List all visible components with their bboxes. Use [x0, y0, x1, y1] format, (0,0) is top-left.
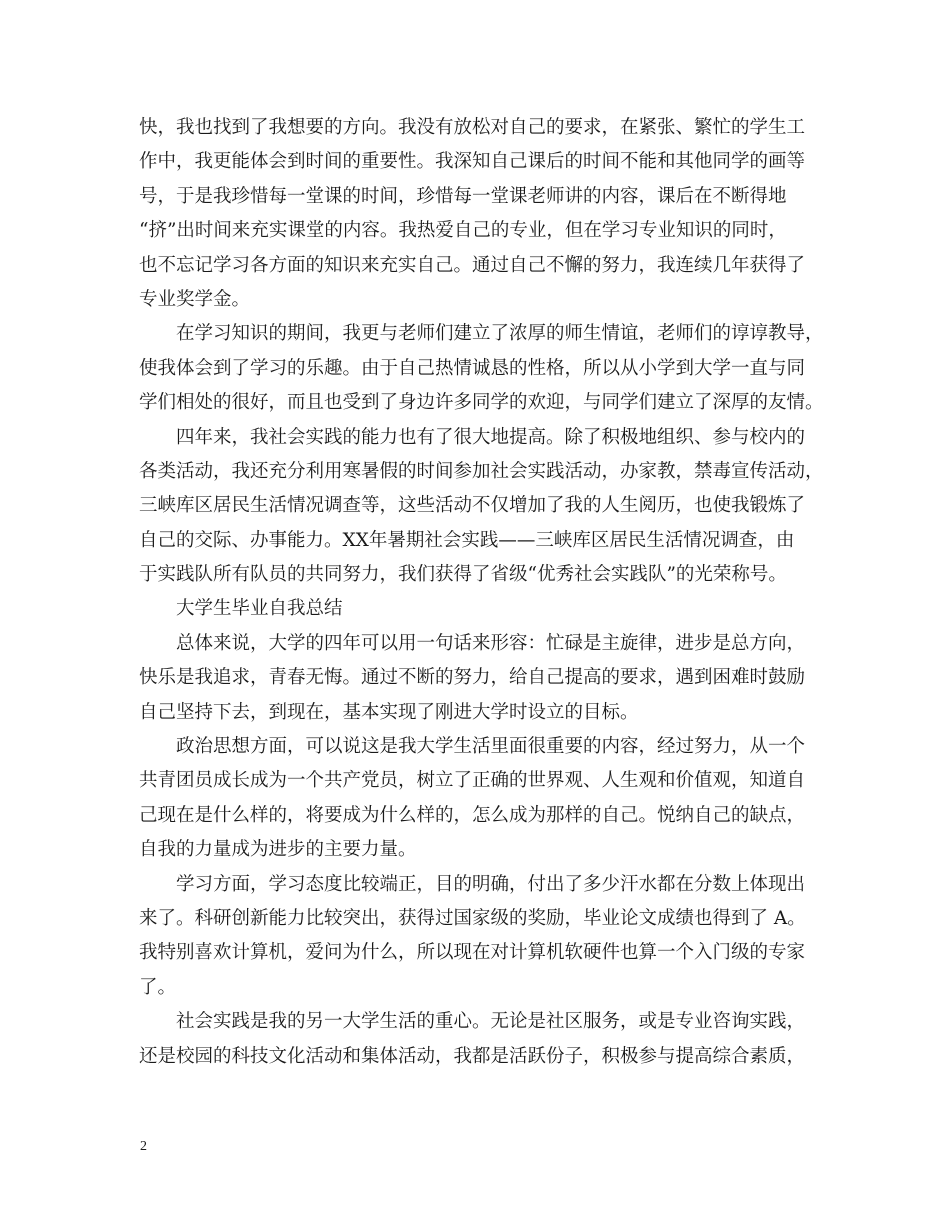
body-text [139, 111, 824, 1074]
text-line: “挤”出时间来充实课堂的内容。我热爱自己的专业，但在学习专业知识的同时， [139, 220, 787, 242]
text-line: 于实践队所有队员的共同努力，我们获得了省级“优秀社会实践队”的光荣称号。 [139, 564, 787, 586]
text-line: 快，我也找到了我想要的方向。我没有放松对自己的要求，在紧张、繁忙的学生工 [139, 117, 806, 138]
text-line: 了。 [139, 976, 177, 998]
text-line: 各类活动，我还充分利用寒暑假的时间参加社会实践活动，办家教，禁毒宣传活动， [139, 460, 824, 482]
text-line: 我特别喜欢计算机，爱问为什么，所以现在对计算机软硬件也算一个入门级的专家 [139, 942, 806, 964]
text-line: 来了。科研创新能力比较突出，获得过国家级的奖励，毕业论文成绩也得到了 A。 [139, 907, 806, 929]
text-line: 社会实践是我的另一大学生活的重心。无论是社区服务，或是专业咨询实践， [176, 1011, 806, 1033]
text-line: 四年来，我社会实践的能力也有了很大地提高。除了积极地组织、参与校内的 [176, 426, 806, 448]
text-line: 也不忘记学习各方面的知识来充实自己。通过自己不懈的努力，我连续几年获得了 [139, 254, 806, 276]
text-line: 作中，我更能体会到时间的重要性。我深知自己课后的时间不能和其他同学的画等 [139, 151, 806, 173]
text-line: 使我体会到了学习的乐趣。由于自己热情诚恳的性格，所以从小学到大学一直与同 [139, 357, 806, 379]
text-line: 在学习知识的期间，我更与老师们建立了浓厚的师生情谊，老师们的谆谆教导， [176, 323, 824, 345]
text-line: 总体来说，大学的四年可以用一句话来形容：忙碌是主旋律，进步是总方向， [176, 632, 806, 654]
text-line: 自我的力量成为进步的主要力量。 [139, 839, 417, 861]
text-line: 自己的交际、办事能力。XX年暑期社会实践——三峡库区居民生活情况调查，由 [139, 529, 795, 551]
text-line: 共青团员成长成为一个共产党员，树立了正确的世界观、人生观和价值观，知道自 [139, 770, 806, 792]
page-number: 2 [140, 1139, 147, 1154]
text-line: 自己坚持下去，到现在，基本实现了刚进大学时设立的目标。 [139, 701, 639, 723]
text-line: 专业奖学金。 [139, 288, 251, 310]
text-line: 还是校园的科技文化活动和集体活动，我都是活跃份子，积极参与提高综合素质， [139, 1045, 806, 1067]
text-line: 号，于是我珍惜每一堂课的时间，珍惜每一堂课老师讲的内容，课后在不断得地 [139, 185, 787, 207]
text-line: 三峡库区居民生活情况调查等，这些活动不仅增加了我的人生阅历，也使我锻炼了 [139, 495, 806, 517]
text-line: 学习方面，学习态度比较端正，目的明确，付出了多少汗水都在分数上体现出 [176, 873, 806, 895]
text-line: 己现在是什么样的，将要成为什么样的，怎么成为那样的自己。悦纳自己的缺点， [139, 804, 806, 826]
text-line: 学们相处的很好，而且也受到了身边许多同学的欢迎，与同学们建立了深厚的友情。 [139, 392, 824, 414]
text-line: 政治思想方面，可以说这是我大学生活里面很重要的内容，经过努力，从一个 [176, 736, 806, 758]
section-heading: 大学生毕业自我总结 [176, 598, 343, 620]
text-line: 快乐是我追求，青春无悔。通过不断的努力，给自己提高的要求，遇到困难时鼓励 [139, 667, 806, 689]
